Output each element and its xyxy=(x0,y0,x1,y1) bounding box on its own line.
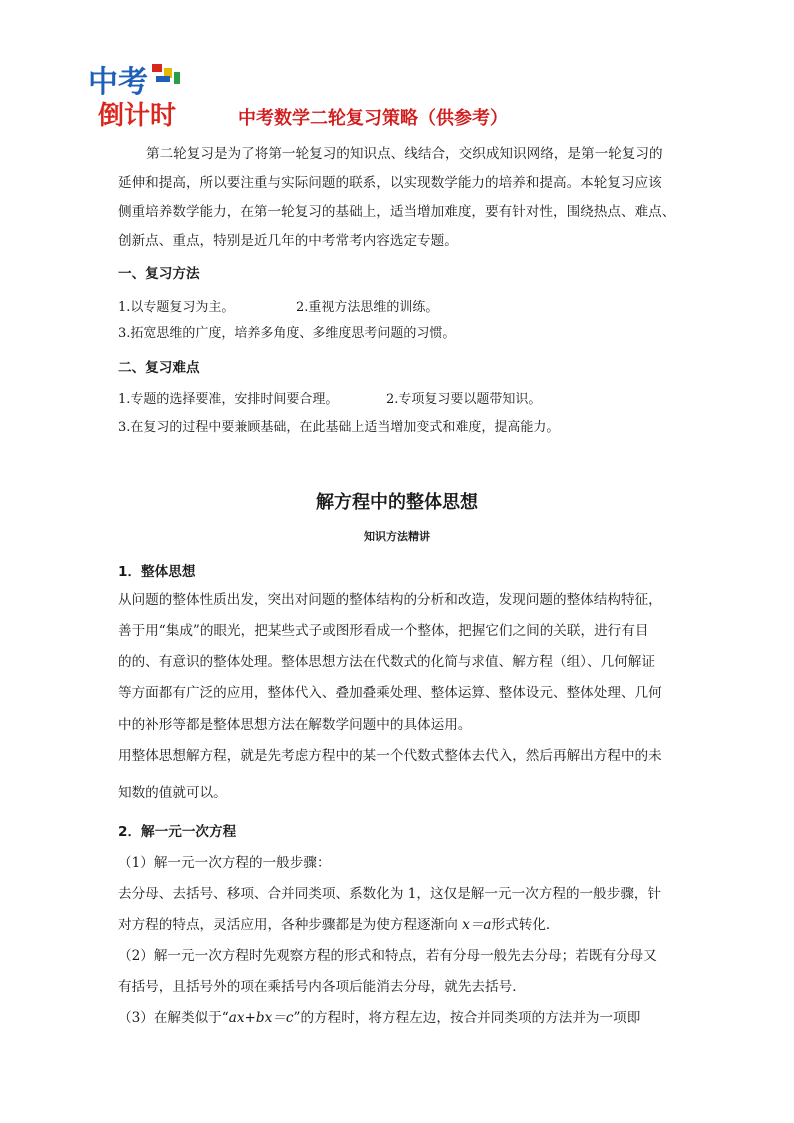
logo-top-text: 中考 xyxy=(88,65,148,100)
difficulty-item-2: 2.专项复习要以题带知识。 xyxy=(386,392,542,407)
paragraph-line xyxy=(118,913,560,933)
difficulty-item-1: 1.专题的选择要准，安排时间要合理。 xyxy=(118,392,339,407)
article-title: 解方程中的整体思想 xyxy=(316,492,478,513)
difficulty-item-3: 3.在复习的过程中要兼顾基础，在此基础上适当增加变式和难度，提高能力。 xyxy=(118,420,560,435)
method-item-1: 1.以专题复习为主。 xyxy=(118,300,235,315)
math-expression: x＝a xyxy=(462,917,492,933)
paragraph-line: 用整体思想解方程，就是先考虑方程中的某一个代数式整体去代入，然后再解出方程中的未 xyxy=(118,748,662,764)
paragraph-line: 知数的值就可以。 xyxy=(118,785,227,801)
article-subtitle: 知识方法精讲 xyxy=(364,530,430,543)
paragraph-line xyxy=(118,1006,640,1026)
step-heading-1: （1）解一元一次方程的一般步骤： xyxy=(118,855,331,871)
section-heading-review-difficulties: 二、复习难点 xyxy=(118,360,200,376)
intro-line: 创新点、重点，特别是近几年的中考常考内容选定专题。 xyxy=(118,233,458,249)
page-title: 中考数学二轮复习策略（供参考） xyxy=(238,108,508,129)
intro-line: 侧重培养数学能力，在第一轮复习的基础上，适当增加难度，要有针对性，围绕热点、难点、 xyxy=(118,204,676,220)
paragraph-line: 从问题的整体性质出发，突出对问题的整体结构的分析和改造，发现问题的整体结构特征， xyxy=(118,592,662,608)
text-fragment: （3）在解类似于“ xyxy=(118,1010,229,1026)
method-item-2: 2.重视方法思维的训练。 xyxy=(296,300,439,315)
intro-line: 延伸和提高，所以要注重与实际问题的联系，以实现数学能力的培养和提高。本轮复习应该 xyxy=(118,175,662,191)
method-item-3: 3.拓宽思维的广度，培养多角度、多维度思考问题的习惯。 xyxy=(118,326,456,341)
logo-bottom-text: 倒计时 xyxy=(98,101,177,130)
intro-line: 第二轮复习是为了将第一轮复习的知识点、线结合，交织成知识网络，是第一轮复习的 xyxy=(146,146,663,162)
paragraph-line: 中的补形等都是整体思想方法在解数学问题中的具体运用。 xyxy=(118,717,472,733)
zhongkao-countdown-logo xyxy=(86,58,210,130)
logo-graphic xyxy=(86,58,210,130)
paragraph-line: 有括号，且括号外的项在乘括号内各项后能消去分母，就先去括号． xyxy=(118,979,526,995)
section-heading-review-methods: 一、复习方法 xyxy=(118,266,200,282)
paragraph-line: 善于用“集成”的眼光，把某些式子或图形看成一个整体，把握它们之间的关联，进行有目 xyxy=(118,623,649,639)
paragraph-line: 等方面都有广泛的应用，整体代入、叠加叠乘处理、整体运算、整体设元、整体处理、几何 xyxy=(118,685,662,701)
text-fragment: 形式转化． xyxy=(491,917,560,933)
paragraph-line: （2）解一元一次方程时先观察方程的形式和特点，若有分母一般先去分母；若既有分母又 xyxy=(118,948,657,964)
heading-holistic-thinking: 1．整体思想 xyxy=(118,564,196,580)
text-fragment: 对方程的特点，灵活应用，各种步骤都是为使方程逐渐向 xyxy=(118,917,463,933)
paragraph-line: 的的、有意识的整体处理。整体思想方法在代数式的化简与求值、解方程（组）、几何解证 xyxy=(118,654,655,670)
math-expression: ax+bx＝c xyxy=(228,1010,294,1026)
text-fragment: ”的方程时，将方程左边，按合并同类项的方法并为一项即 xyxy=(293,1010,641,1026)
heading-linear-equation: 2．解一元一次方程 xyxy=(118,824,237,840)
intro-paragraph xyxy=(118,140,675,256)
paragraph-line: 去分母、去括号、移项、合并同类项、系数化为 1，这仅是解一元一次方程的一般步骤，针 xyxy=(118,886,662,902)
